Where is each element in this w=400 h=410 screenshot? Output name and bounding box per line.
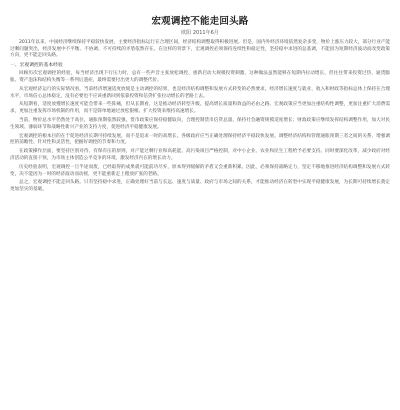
- section-heading: 一、宏观调控的基本经验: [10, 63, 63, 69]
- article-paragraph: 从宏观经济运行的实际情况看，当前经济增速适度放缓是主动调控的结果，也是经济结构调整和发展方式转变的必然要求。经济增长速度与就业、收入和财政等指标总体上保持在合理水平，市场信心总体稳定，没有必要也不应该重新回到依靠投资和信贷扩张拉动增长的老路上去。: [10, 86, 390, 99]
- article-paragraph: 当前，物价总水平仍然处于高位，通胀预期依然较强，货币政策应保持稳健取向，合理控制货币信贷总量，保持社会融资规模适度增长；财政政策应继续发挥结构调整作用，加大对民生领域、薄弱环节和战略性新兴产业的支持力度，促进经济平稳健康发展。: [10, 118, 390, 130]
- article-paragraph: 2011年以来，中国经济继续保持平稳较快发展，主要经济指标运行在合理区间，经济结构调整取得积极进展。但是，国内外经济环境依然复杂多变，物价上涨压力较大，部分行业产能过剩问题突出，经济发展中不平衡、不协调、不可持续的矛盾依然存在。在这样的背景下，宏观调控必须保持连续性和稳定性，坚持稳中求进的总基调，不能因为短期经济波动而改变政策方向，更不能走回头路。: [10, 40, 390, 59]
- article-title: 宏观调控不能走回头路: [151, 16, 249, 27]
- article-paragraph: 回顾历次宏观调控的经验，每当经济出现下行压力时，总有一些声音主张放松调控、重新启动大规模投资刺激，这种做法虽然能够在短期内拉动增长，但往往带来投资过热、通货膨胀、资产泡沫和结构失衡等一系列后遗症，最终需要付出更大的调整代价。: [10, 71, 390, 83]
- article-paragraph: 宏观调控的根本目的在于促进经济长期可持续发展，而不是追求一时的高增长。各级政府应当正确处理保持经济平稳较快发展、调整经济结构和管理通胀预期三者之间的关系，增强调控的前瞻性、针对性和灵活性，把握好调控的节奏和力度。: [10, 133, 390, 146]
- article-paragraph: 从短期看，适度放慢增长速度可能会带来一些阵痛，但从长期看，这是推动经济转型升级、提高增长质量和效益的必由之路。宏观政策应当更加注重结构性调整，更加注重扩大消费需求，更加注重发挥市场机制的作用，而不是简单地通过放松银根、扩大投资来维持高速增长。: [10, 102, 390, 115]
- article-page: [10, 16, 390, 402]
- article-paragraph: 总之，宏观调控不能走回头路。只有坚持稳中求进，正确处理好当前与长远、速度与质量、政府与市场之间的关系，才能推动经济在转型中实现平稳健康发展，为长期可持续增长奠定更加坚实的基础。: [10, 180, 390, 193]
- article-paragraph: 在政策操作层面，要坚持区别对待、有保有压的原则，对产能过剩行业和高耗能、高污染项目严格控制，对中小企业、农业和民生工程给予必要支持。同时要深化改革，减少政府对经济活动的直接干预，为市场主体创造公平竞争的环境，激发经济内在的增长动力。: [10, 149, 390, 161]
- article-byline: 欧阳 2011年6月: [181, 30, 219, 36]
- article-paragraph: 历史经验表明，宏观调控一旦半途而废，已经取得的成果就可能前功尽弃，原本得到缓解的矛盾又会重新积累。因此，必须保持战略定力，坚定不移地推进经济结构调整和发展方式转变，决不能因为一时的经济波动而动摇，更不能重新走上粗放扩张的老路。: [10, 164, 390, 177]
